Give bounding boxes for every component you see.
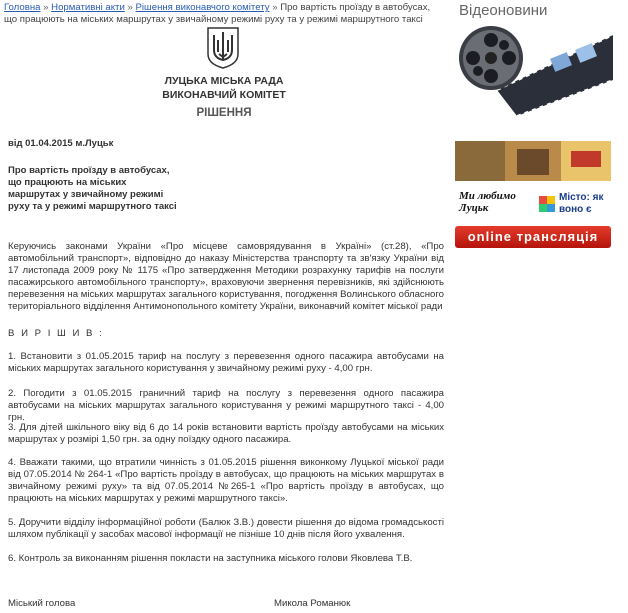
breadcrumb-home-link[interactable]: Головна [4, 2, 41, 13]
sidebar [453, 0, 628, 613]
trident-emblem-icon [206, 26, 240, 70]
decision-item: 6. Контроль за виконанням рішення покласти на заступника міського голови Яковлева Т.В. [8, 553, 413, 564]
breadcrumb-separator: » [43, 2, 49, 13]
breadcrumb-decisions-link[interactable]: Рішення виконавчого комітету [135, 2, 270, 13]
decision-item: 1. Встановити з 01.05.2015 тариф на послугу з перевезення одного пасажира автобусами на міських маршрутах загального користування у звичайному режимі руху - 4,00 грн. [8, 351, 444, 374]
breadcrumb-separator: » [127, 2, 133, 13]
decision-item: 5. Доручити відділу інформаційної роботи (Балюк З.В.) довести рішення до відома громадськості шляхом публікації у засобах масової інформації не пізніше 10 днів після його ухвалення. [8, 517, 444, 540]
banner-text: Ми любимо Луцьк [459, 190, 516, 214]
council-title: ЛУЦЬКА МІСЬКА РАДА [164, 75, 284, 87]
online-broadcast-button[interactable]: online трансляція [455, 226, 611, 248]
decision-item: 2. Погодити з 01.05.2015 граничний тариф на послугу з перевезення одного пасажира автобусами на міських маршрутах загального користування у режимі маршрутного таксі - 4,00 грн. [8, 388, 444, 423]
banner-text: Місто: як воно є [559, 192, 604, 215]
committee-title: ВИКОНАВЧИЙ КОМІТЕТ [162, 89, 286, 101]
film-reel-icon[interactable] [457, 20, 613, 136]
decision-item: 4. Вважати такими, що втратили чинність з 01.05.2015 рішення виконкому Луцької міської ради від 07.05.2014 № 264-1 «Про вартість проїзду в автобусах, що працюють на міських маршрутах в звичайному режимі руху» та від 07.05.2014 №265-1 «Про вартість проїзду в автобусах, що працюють на міських маршрутах у режимі маршрутного таксі». [8, 457, 444, 504]
city-banner-image[interactable] [455, 141, 611, 181]
decided-heading: В И Р І Ш И В : [8, 328, 104, 339]
signer-title: Міський голова [8, 598, 76, 609]
document-type: РІШЕННЯ [196, 107, 252, 119]
breadcrumb [4, 2, 444, 26]
preamble-paragraph: Керуючись законами України «Про місцеве самоврядування в Україні» (ст.28), «Про автомобільний транспорт», відповідно до наказу Міністерства транспорту та зв'язку України від 17 листопада 2009 року № 1175 «Про затвердження Методики розрахунку тарифів на послуги пасажирського автомобільного транспорту», враховуючи звернення перевізників, які здійснюють перевезення на міських маршрутах загального користування, погодження Волинського обласного територіального відділення Антимонопольного комітету України, виконавчий комітет міської ради [8, 241, 444, 312]
document-subject: Про вартість проїзду в автобусах, що працюють на міських маршрутах у звичайному режимі руху та у режимі маршрутного таксі [8, 165, 177, 212]
breadcrumb-current: Про вартість проїзду в автобусах, що працюють на міських маршрутах у звичайному режимі руху та у режимі маршрутного таксі [4, 2, 431, 25]
video-news-title: Відеоновини [459, 2, 548, 19]
document-date: від 01.04.2015 м.Луцьк [8, 138, 114, 149]
city-promo-banner[interactable] [455, 186, 611, 222]
signer-name: Микола Романюк [274, 598, 351, 609]
decision-item: 3. Для дітей шкільного віку від 6 до 14 років встановити вартість проїзду автобусами на міських маршрутах у розмірі 1,50 грн. за одну поїздку одного пасажира. [8, 422, 444, 445]
breadcrumb-acts-link[interactable]: Нормативні акти [51, 2, 125, 13]
breadcrumb-separator: » [272, 2, 278, 13]
